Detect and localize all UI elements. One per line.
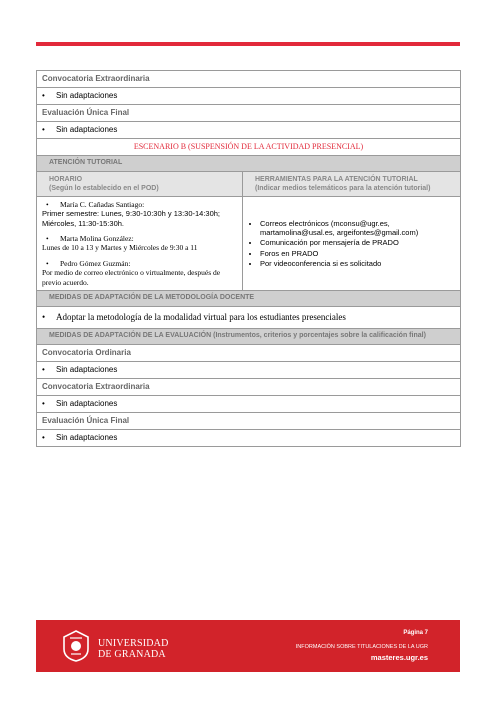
extraordinaria-heading-1: Convocatoria Extraordinaria xyxy=(37,71,461,88)
university-seal-icon xyxy=(60,629,92,663)
bullet-icon: • xyxy=(42,398,45,408)
info-line: INFORMACIÓN SOBRE TITULACIONES DE LA UGR xyxy=(295,644,428,650)
header-red-rule xyxy=(36,42,460,46)
bullet-icon: • xyxy=(42,125,45,134)
extraordinaria-item-2: • Sin adaptaciones xyxy=(37,395,461,412)
list-item: • Por videoconferencia si es solicitado xyxy=(260,259,455,268)
horario-heading: HORARIO (Según lo establecido en el POD) xyxy=(37,171,243,196)
tutor-schedule: Por medio de correo electrónico o virtualmente, después de previo acuerdo. xyxy=(42,268,221,287)
ordinaria-item: • Sin adaptaciones xyxy=(37,361,461,378)
footer-banner xyxy=(36,620,460,672)
herramientas-cell xyxy=(243,196,461,290)
bullet-icon: • xyxy=(46,199,49,209)
tutor-schedule: Lunes de 10 a 13 y Martes y Miércoles de 9:30 a 11 xyxy=(42,243,198,253)
evaluacion-heading: MEDIDAS DE ADAPTACIÓN DE LA EVALUACIÓN (Instrumentos, criterios y porcentajes sobre la calificación final) xyxy=(37,328,461,344)
extraordinaria-heading-2: Convocatoria Extraordinaria xyxy=(37,378,461,395)
site-link[interactable]: masteres.ugr.es xyxy=(370,653,428,662)
tutor-name: Pedro Gómez Guzmán: xyxy=(60,258,131,268)
bullet-icon: • xyxy=(46,234,49,244)
list-item: • Comunicación por mensajería de PRADO xyxy=(260,238,455,247)
horario-cell xyxy=(37,196,243,290)
list-item: • Correos electrónicos (mconsu@ugr.es, martamolina@usal.es, argeifontes@gmail.com) xyxy=(260,219,455,238)
unica-item-1: • Sin adaptaciones xyxy=(37,122,461,139)
bullet-icon: • xyxy=(42,311,46,322)
unica-heading-2: Evaluación Única Final xyxy=(37,412,461,429)
extraordinaria-item-1: • Sin adaptaciones xyxy=(37,88,461,105)
unica-item-2: • Sin adaptaciones xyxy=(37,429,461,446)
ordinaria-heading: Convocatoria Ordinaria xyxy=(37,344,461,361)
scenario-b-title: ESCENARIO B (SUSPENSIÓN DE LA ACTIVIDAD PRESENCIAL) xyxy=(37,139,461,156)
unica-heading-1: Evaluación Única Final xyxy=(37,105,461,122)
herramientas-heading: HERRAMIENTAS PARA LA ATENCIÓN TUTORIAL (Indicar medios telemáticos para la atención tutorial) xyxy=(243,171,461,196)
metodologia-heading: MEDIDAS DE ADAPTACIÓN DE LA METODOLOGÍA DOCENTE xyxy=(37,290,461,306)
atencion-tutorial-heading: ATENCIÓN TUTORIAL xyxy=(37,156,461,172)
bullet-icon: • xyxy=(46,258,49,268)
tutor-name: Marta Molina González: xyxy=(60,234,134,244)
university-name: UNIVERSIDAD DE GRANADA xyxy=(98,638,169,660)
tools-list xyxy=(248,219,455,269)
list-item: • Foros en PRADO xyxy=(260,249,455,258)
bullet-icon: • xyxy=(42,364,45,374)
bullet-icon: • xyxy=(42,91,45,100)
metodologia-item: • Adoptar la metodología de la modalidad virtual para los estudiantes presenciales xyxy=(37,306,461,328)
bullet-icon: • xyxy=(42,432,45,442)
tutor-schedule: Primer semestre: Lunes, 9:30-10:30h y 13:30-14:30h; Miércoles, 11:30-15:30h. xyxy=(42,209,221,228)
teaching-guide-table xyxy=(36,70,461,447)
tutor-name: María C. Cañadas Santiago: xyxy=(60,199,145,209)
page-number: Página 7 xyxy=(403,630,428,636)
